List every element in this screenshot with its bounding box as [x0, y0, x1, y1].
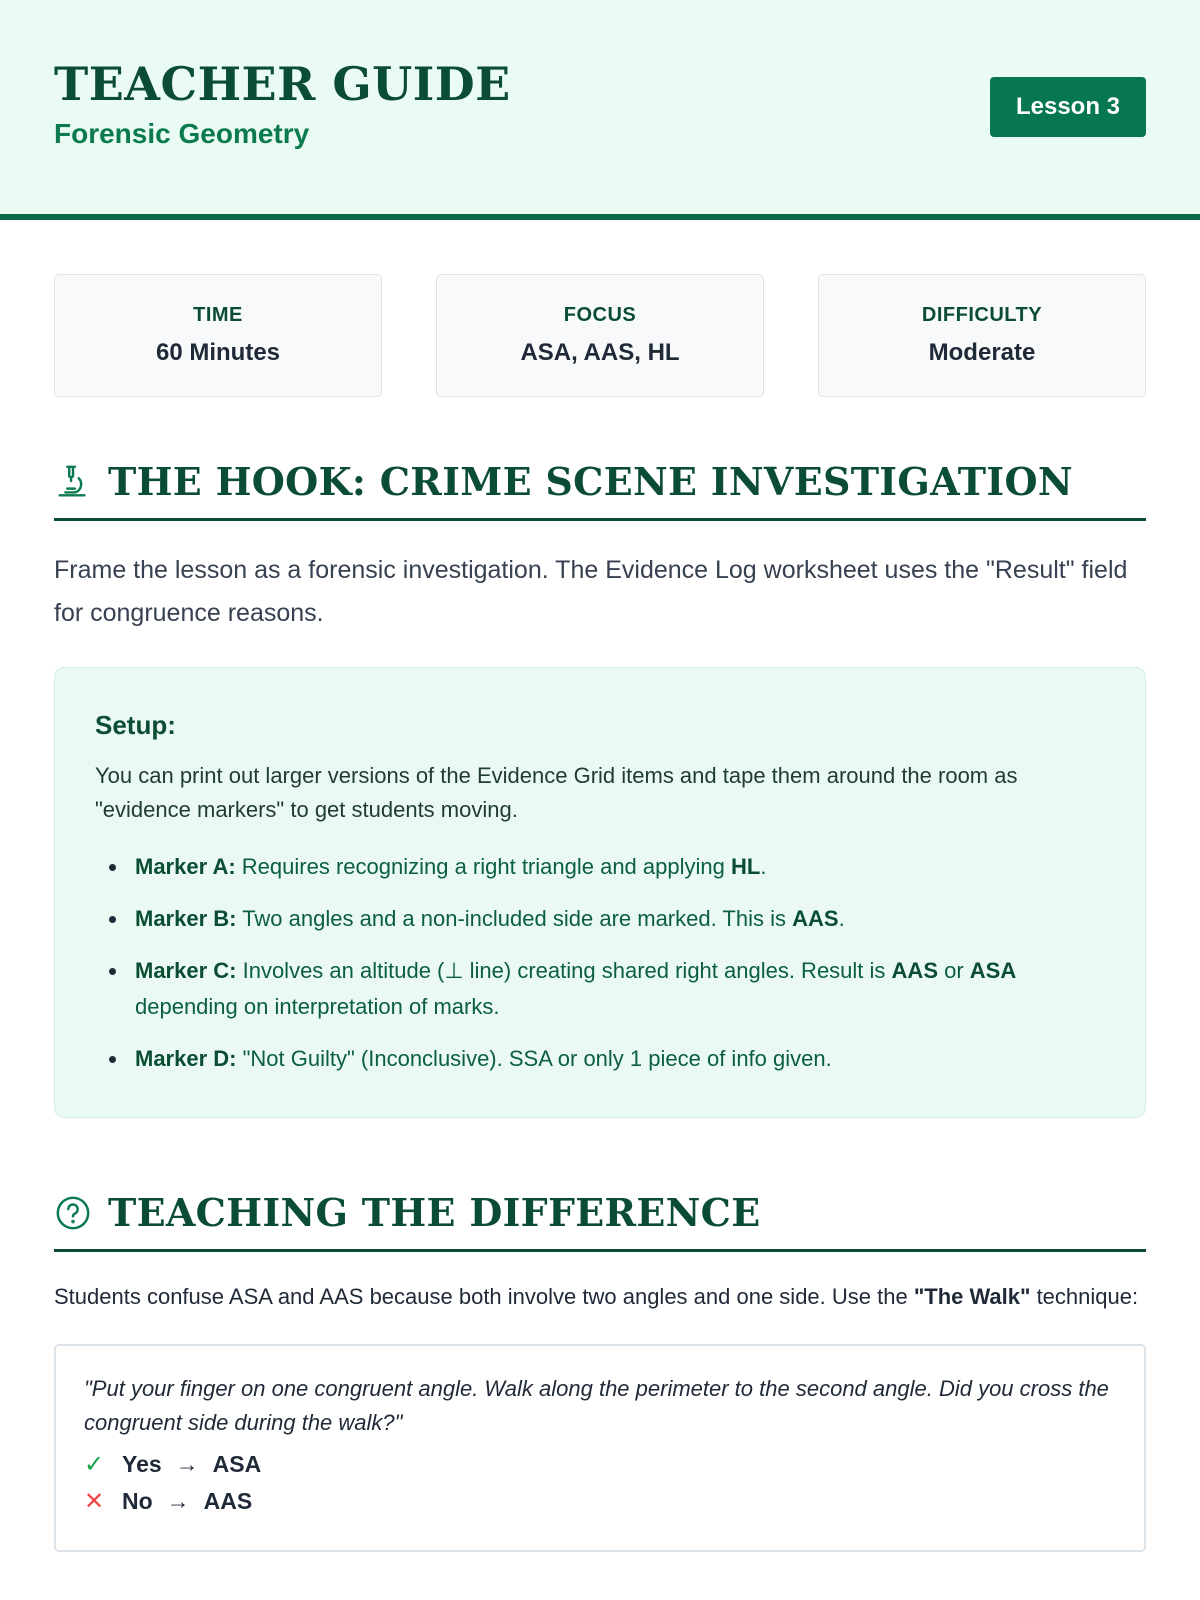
section-difference-header	[54, 1190, 1146, 1252]
marker-text: Requires recognizing a right triangle and applying	[235, 854, 731, 879]
main-content	[0, 274, 1200, 1552]
setup-text: You can print out larger versions of the Evidence Grid items and tape them around the room as "evidence markers" to get students moving.	[95, 763, 1018, 822]
card-label: FOCUS	[563, 304, 637, 326]
walk-technique-box	[54, 1344, 1146, 1552]
info-cards	[54, 274, 1146, 397]
answer-yes	[84, 1450, 1116, 1479]
page-header	[0, 0, 1200, 220]
marker-strong: AAS	[792, 906, 839, 931]
answer-label: Yes	[122, 1451, 162, 1477]
check-icon: ✓	[84, 1451, 105, 1478]
marker-strong: AAS	[891, 958, 938, 983]
list-item	[95, 849, 1105, 885]
marker-strong: ASA	[969, 958, 1017, 983]
cross-icon: ✕	[84, 1488, 105, 1515]
card-label: DIFFICULTY	[921, 304, 1043, 326]
setup-title: Setup:	[95, 710, 176, 740]
microscope-icon	[54, 463, 92, 501]
difference-intro	[54, 1280, 1146, 1314]
marker-label: Marker C:	[135, 958, 237, 983]
marker-text: "Not Guilty" (Inconclusive). SSA or only 1 piece of info given.	[236, 1046, 832, 1071]
arrow-icon: →	[166, 1488, 190, 1514]
page-subtitle: Forensic Geometry	[54, 118, 310, 149]
info-card-time	[54, 274, 382, 397]
marker-text: Involves an altitude (⊥ line) creating shared right angles. Result is	[236, 958, 892, 983]
card-value: Moderate	[928, 339, 1036, 366]
answer-label: No	[122, 1488, 153, 1514]
marker-text: .	[760, 854, 767, 879]
marker-text: or	[938, 958, 970, 983]
marker-label: Marker A:	[135, 854, 236, 879]
lesson-badge: Lesson 3	[990, 77, 1146, 137]
info-card-difficulty	[818, 274, 1146, 397]
answer-result: AAS	[203, 1488, 253, 1514]
answer-result: ASA	[212, 1451, 262, 1477]
hook-intro: Frame the lesson as a forensic investigation. The Evidence Log worksheet uses the "Result" field for congruence reasons.	[54, 556, 1128, 627]
setup-callout	[54, 667, 1146, 1118]
card-value: 60 Minutes	[155, 339, 281, 366]
marker-strong: HL	[730, 854, 761, 879]
info-card-focus	[436, 274, 764, 397]
card-label: TIME	[193, 304, 243, 326]
section-title: THE HOOK: CRIME SCENE INVESTIGATION	[108, 459, 1073, 504]
card-value: ASA, AAS, HL	[520, 339, 680, 366]
marker-list	[95, 849, 1105, 1077]
marker-text: depending on interpretation of marks.	[135, 994, 500, 1019]
list-item	[95, 1041, 1105, 1077]
marker-label: Marker B:	[135, 906, 237, 931]
marker-text: .	[838, 906, 845, 931]
intro-text: Students confuse ASA and AAS because both involve two angles and one side. Use the	[54, 1284, 914, 1309]
intro-text: technique:	[1030, 1284, 1139, 1309]
section-hook-header	[54, 459, 1146, 521]
marker-text: Two angles and a non-included side are marked. This is	[236, 906, 793, 931]
list-item	[95, 953, 1105, 1025]
walk-quote: "Put your finger on one congruent angle. Walk along the perimeter to the second angle. Did you cross the congruent side during the walk?"	[84, 1376, 1109, 1435]
marker-label: Marker D:	[135, 1046, 237, 1071]
question-circle-icon	[54, 1194, 92, 1232]
answer-no	[84, 1487, 1116, 1516]
arrow-icon: →	[175, 1451, 199, 1477]
section-title: TEACHING THE DIFFERENCE	[108, 1190, 761, 1235]
list-item	[95, 901, 1105, 937]
page-title: TEACHER GUIDE	[54, 57, 511, 111]
intro-strong: "The Walk"	[913, 1284, 1031, 1309]
